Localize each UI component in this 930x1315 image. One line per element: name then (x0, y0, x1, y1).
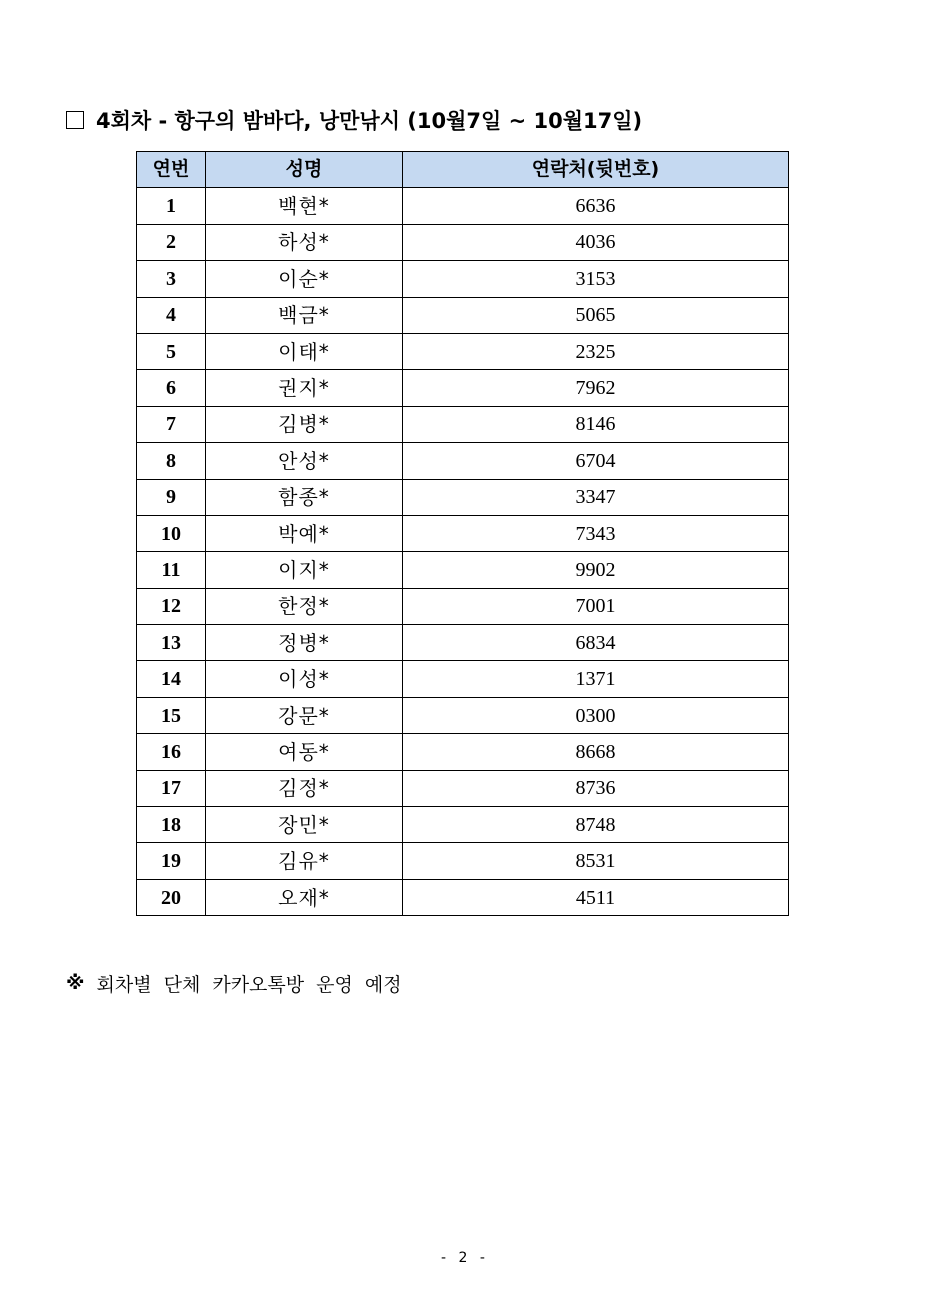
cell-no: 6 (137, 370, 206, 406)
cell-no: 13 (137, 625, 206, 661)
cell-phone: 2325 (403, 333, 789, 369)
table-header-row (137, 152, 789, 188)
cell-no: 17 (137, 770, 206, 806)
cell-phone: 8748 (403, 807, 789, 843)
table-row (137, 625, 789, 661)
cell-name: 여동* (206, 734, 403, 770)
section-heading-text: 4회차 - 항구의 밤바다, 낭만낚시 (10월7일 ~ 10월17일) (96, 109, 643, 133)
table-row (137, 333, 789, 369)
cell-name: 안성* (206, 443, 403, 479)
cell-name: 강문* (206, 697, 403, 733)
cell-name: 장민* (206, 807, 403, 843)
cell-no: 2 (137, 224, 206, 260)
table-row (137, 261, 789, 297)
table-row (137, 479, 789, 515)
cell-phone: 4036 (403, 224, 789, 260)
header-phone: 연락처(뒷번호) (403, 152, 789, 188)
cell-no: 8 (137, 443, 206, 479)
table-row (137, 770, 789, 806)
cell-no: 1 (137, 188, 206, 224)
cell-name: 권지* (206, 370, 403, 406)
cell-phone: 3153 (403, 261, 789, 297)
cell-phone: 0300 (403, 697, 789, 733)
cell-phone: 6636 (403, 188, 789, 224)
cell-phone: 6834 (403, 625, 789, 661)
cell-phone: 8146 (403, 406, 789, 442)
cell-name: 김유* (206, 843, 403, 879)
reference-mark-icon: ※ (66, 972, 85, 994)
cell-no: 14 (137, 661, 206, 697)
cell-phone: 7343 (403, 515, 789, 551)
cell-name: 이태* (206, 333, 403, 369)
cell-no: 12 (137, 588, 206, 624)
cell-no: 10 (137, 515, 206, 551)
table-row (137, 515, 789, 551)
cell-phone: 7001 (403, 588, 789, 624)
cell-no: 4 (137, 297, 206, 333)
cell-no: 7 (137, 406, 206, 442)
cell-name: 이지* (206, 552, 403, 588)
cell-no: 18 (137, 807, 206, 843)
cell-no: 20 (137, 879, 206, 915)
note-text: 회차별 단체 카카오톡방 운영 예정 (96, 973, 402, 996)
cell-name: 정병* (206, 625, 403, 661)
table-row (137, 552, 789, 588)
cell-no: 9 (137, 479, 206, 515)
table-row (137, 734, 789, 770)
page-number: - 2 - (441, 1250, 489, 1266)
table-row (137, 843, 789, 879)
cell-no: 11 (137, 552, 206, 588)
cell-no: 3 (137, 261, 206, 297)
cell-phone: 9902 (403, 552, 789, 588)
table-row (137, 406, 789, 442)
header-name: 성명 (206, 152, 403, 188)
table-row (137, 370, 789, 406)
table-row (137, 697, 789, 733)
cell-name: 이순* (206, 261, 403, 297)
table-row (137, 443, 789, 479)
cell-phone: 1371 (403, 661, 789, 697)
cell-no: 5 (137, 333, 206, 369)
participant-table (136, 151, 789, 916)
cell-no: 15 (137, 697, 206, 733)
table-row (137, 588, 789, 624)
table-row (137, 297, 789, 333)
note (66, 968, 402, 998)
cell-name: 백금* (206, 297, 403, 333)
cell-name: 박예* (206, 515, 403, 551)
table-body (137, 188, 789, 916)
cell-name: 함종* (206, 479, 403, 515)
cell-phone: 7962 (403, 370, 789, 406)
cell-name: 하성* (206, 224, 403, 260)
cell-phone: 6704 (403, 443, 789, 479)
cell-phone: 3347 (403, 479, 789, 515)
cell-phone: 4511 (403, 879, 789, 915)
cell-phone: 8531 (403, 843, 789, 879)
cell-name: 김병* (206, 406, 403, 442)
section-heading (66, 103, 642, 137)
cell-no: 16 (137, 734, 206, 770)
cell-name: 백현* (206, 188, 403, 224)
cell-no: 19 (137, 843, 206, 879)
cell-name: 이성* (206, 661, 403, 697)
cell-name: 오재* (206, 879, 403, 915)
cell-phone: 8736 (403, 770, 789, 806)
header-no: 연번 (137, 152, 206, 188)
table-row (137, 224, 789, 260)
checkbox-square-icon (66, 111, 84, 129)
cell-name: 한정* (206, 588, 403, 624)
table-row (137, 807, 789, 843)
cell-phone: 5065 (403, 297, 789, 333)
table-row (137, 879, 789, 915)
cell-name: 김정* (206, 770, 403, 806)
table-row (137, 661, 789, 697)
cell-phone: 8668 (403, 734, 789, 770)
table-row (137, 188, 789, 224)
